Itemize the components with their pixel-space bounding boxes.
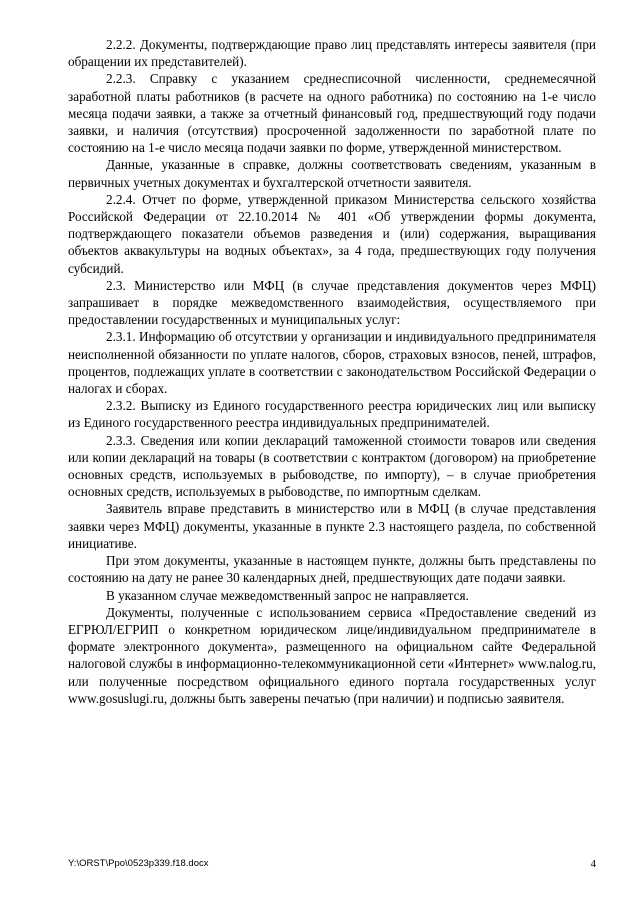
paragraph-2-2-2: 2.2.2. Документы, подтверждающие право лиц представлять интересы заявителя (при обращении их представителей). [68,37,596,70]
file-path: Y:\ORST\Ppo\0523p339.f18.docx [68,858,209,869]
page-footer [68,857,596,871]
paragraph-2-3-3: 2.3.3. Сведения или копии деклараций таможенной стоимости товаров или сведения или копии деклараций на товары (в соответствии с контрактом (договором) на приобретение основных средств, используемых в рыбоводстве, по импорту), – в случае приобретения основных средств, используемых в рыбоводстве, по импортным сделкам. [68,432,596,500]
paragraph-egrul-documents: Документы, полученные с использованием сервиса «Предоставление сведений из ЕГРЮЛ/ЕГРИП о конкретном юридическом лице/индивидуальном предпринимателе в формате электронного документа», размещенного на официальном сайте Федеральной налоговой службы в информационно-телекоммуникационной сети «Интернет» www.nalog.ru, или полученные посредством официального единого портала государственных услуг www.gosuslugi.ru, должны быть заверены печатью (при наличии) и подписью заявителя. [68,604,596,706]
paragraph-documents-date: При этом документы, указанные в настоящем пункте, должны быть представлены по состоянию на дату не ранее 30 календарных дней, предшествующих дате подачи заявки. [68,553,596,586]
paragraph-2-3-2: 2.3.2. Выписку из Единого государственного реестра юридических лиц или выписку из Единого государственного реестра индивидуальных предпринимателей. [68,398,596,431]
paragraph-no-request: В указанном случае межведомственный запрос не направляется. [106,587,469,603]
paragraph-2-3: 2.3. Министерство или МФЦ (в случае представления документов через МФЦ) запрашивает в порядке межведомственного взаимодействия, осуществляемого при предоставлении государственных и муниципальных услуг: [68,277,596,328]
paragraph-data-in-certificate: Данные, указанные в справке, должны соответствовать сведениям, указанным в первичных учетных документах и бухгалтерской отчетности заявителя. [68,157,596,190]
document-body [68,36,596,707]
page-number: 4 [590,858,596,870]
paragraph-2-3-1: 2.3.1. Информацию об отсутствии у организации и индивидуального предпринимателя неисполненной обязанности по уплате налогов, сборов, страховых взносов, пеней, штрафов, процентов, подлежащих уплате в соответствии с законодательством Российской Федерации о налогах и сборах. [68,329,596,397]
paragraph-applicant-right: Заявитель вправе представить в министерство или в МФЦ (в случае представления заявки через МФЦ) документы, указанные в пункте 2.3 настоящего раздела, по собственной инициативе. [68,501,596,551]
paragraph-2-2-3: 2.2.3. Справку с указанием среднесписочной численности, среднемесячной заработной платы работников (в расчете на одного работника) по состоянию на 1-е число месяца подачи заявки, а также за отчетный финансовый год, предшествующий году подачи заявки, и наличия (отсутствия) просроченной задолженности по заработной плате по состоянию на 1-е число месяца подачи заявки по форме, утвержденной министерством. [68,71,596,156]
paragraph-2-2-4: 2.2.4. Отчет по форме, утвержденной приказом Министерства сельского хозяйства Российской Федерации от 22.10.2014 № 401 «Об утверждении формы документа, подтверждающего показатели объемов разведения и (или) содержания, выращивания объектов аквакультуры на водных объектах», за 4 года, предшествующих году получения субсидий. [68,191,596,276]
